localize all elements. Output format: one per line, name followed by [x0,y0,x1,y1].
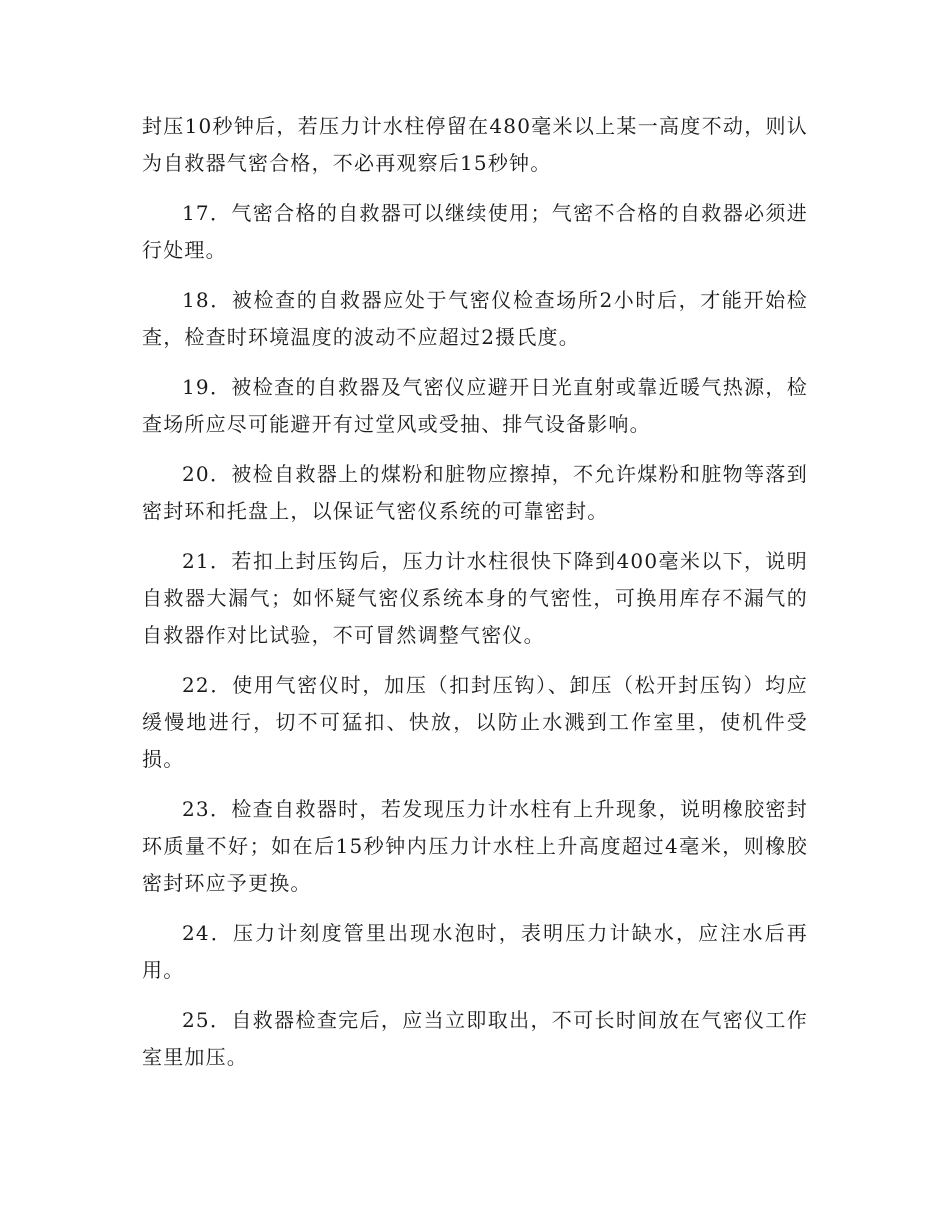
paragraph-item-19: 19．被检查的自救器及气密仪应避开日光直射或靠近暖气热源，检查场所应尽可能避开有过堂风或受抽、排气设备影响。 [142,375,808,436]
paragraph-item-23: 23．检查自救器时，若发现压力计水柱有上升现象，说明橡胶密封环质量不好；如在后15秒钟内压力计水柱上升高度超过4毫米，则橡胶密封环应予更换。 [142,797,808,895]
paragraph-item-21: 21．若扣上封压钩后，压力计水柱很快下降到400毫米以下，说明自救器大漏气；如怀疑气密仪系统本身的气密性，可换用库存不漏气的自救器作对比试验，不可冒然调整气密仪。 [142,549,808,647]
paragraph-item-20: 20．被检自救器上的煤粉和脏物应擦掉，不允许煤粉和脏物等落到密封环和托盘上，以保证气密仪系统的可靠密封。 [142,462,808,523]
paragraph-continuation: 封压10秒钟后，若压力计水柱停留在480毫米以上某一高度不动，则认为自救器气密合格，不必再观察后15秒钟。 [142,114,808,175]
paragraph-item-24: 24．压力计刻度管里出现水泡时，表明压力计缺水，应注水后再用。 [142,921,808,982]
paragraph-item-17: 17．气密合格的自救器可以继续使用；气密不合格的自救器必须进行处理。 [142,201,808,262]
paragraph-item-22: 22．使用气密仪时，加压（扣封压钩）、卸压（松开封压钩）均应缓慢地进行，切不可猛扣、快放，以防止水溅到工作室里，使机件受损。 [142,673,808,771]
document-body [142,108,808,1089]
paragraph-item-18: 18．被检查的自救器应处于气密仪检查场所2小时后，才能开始检查，检查时环境温度的波动不应超过2摄氏度。 [142,288,808,349]
paragraph-item-25: 25．自救器检查完后，应当立即取出，不可长时间放在气密仪工作室里加压。 [142,1008,808,1069]
